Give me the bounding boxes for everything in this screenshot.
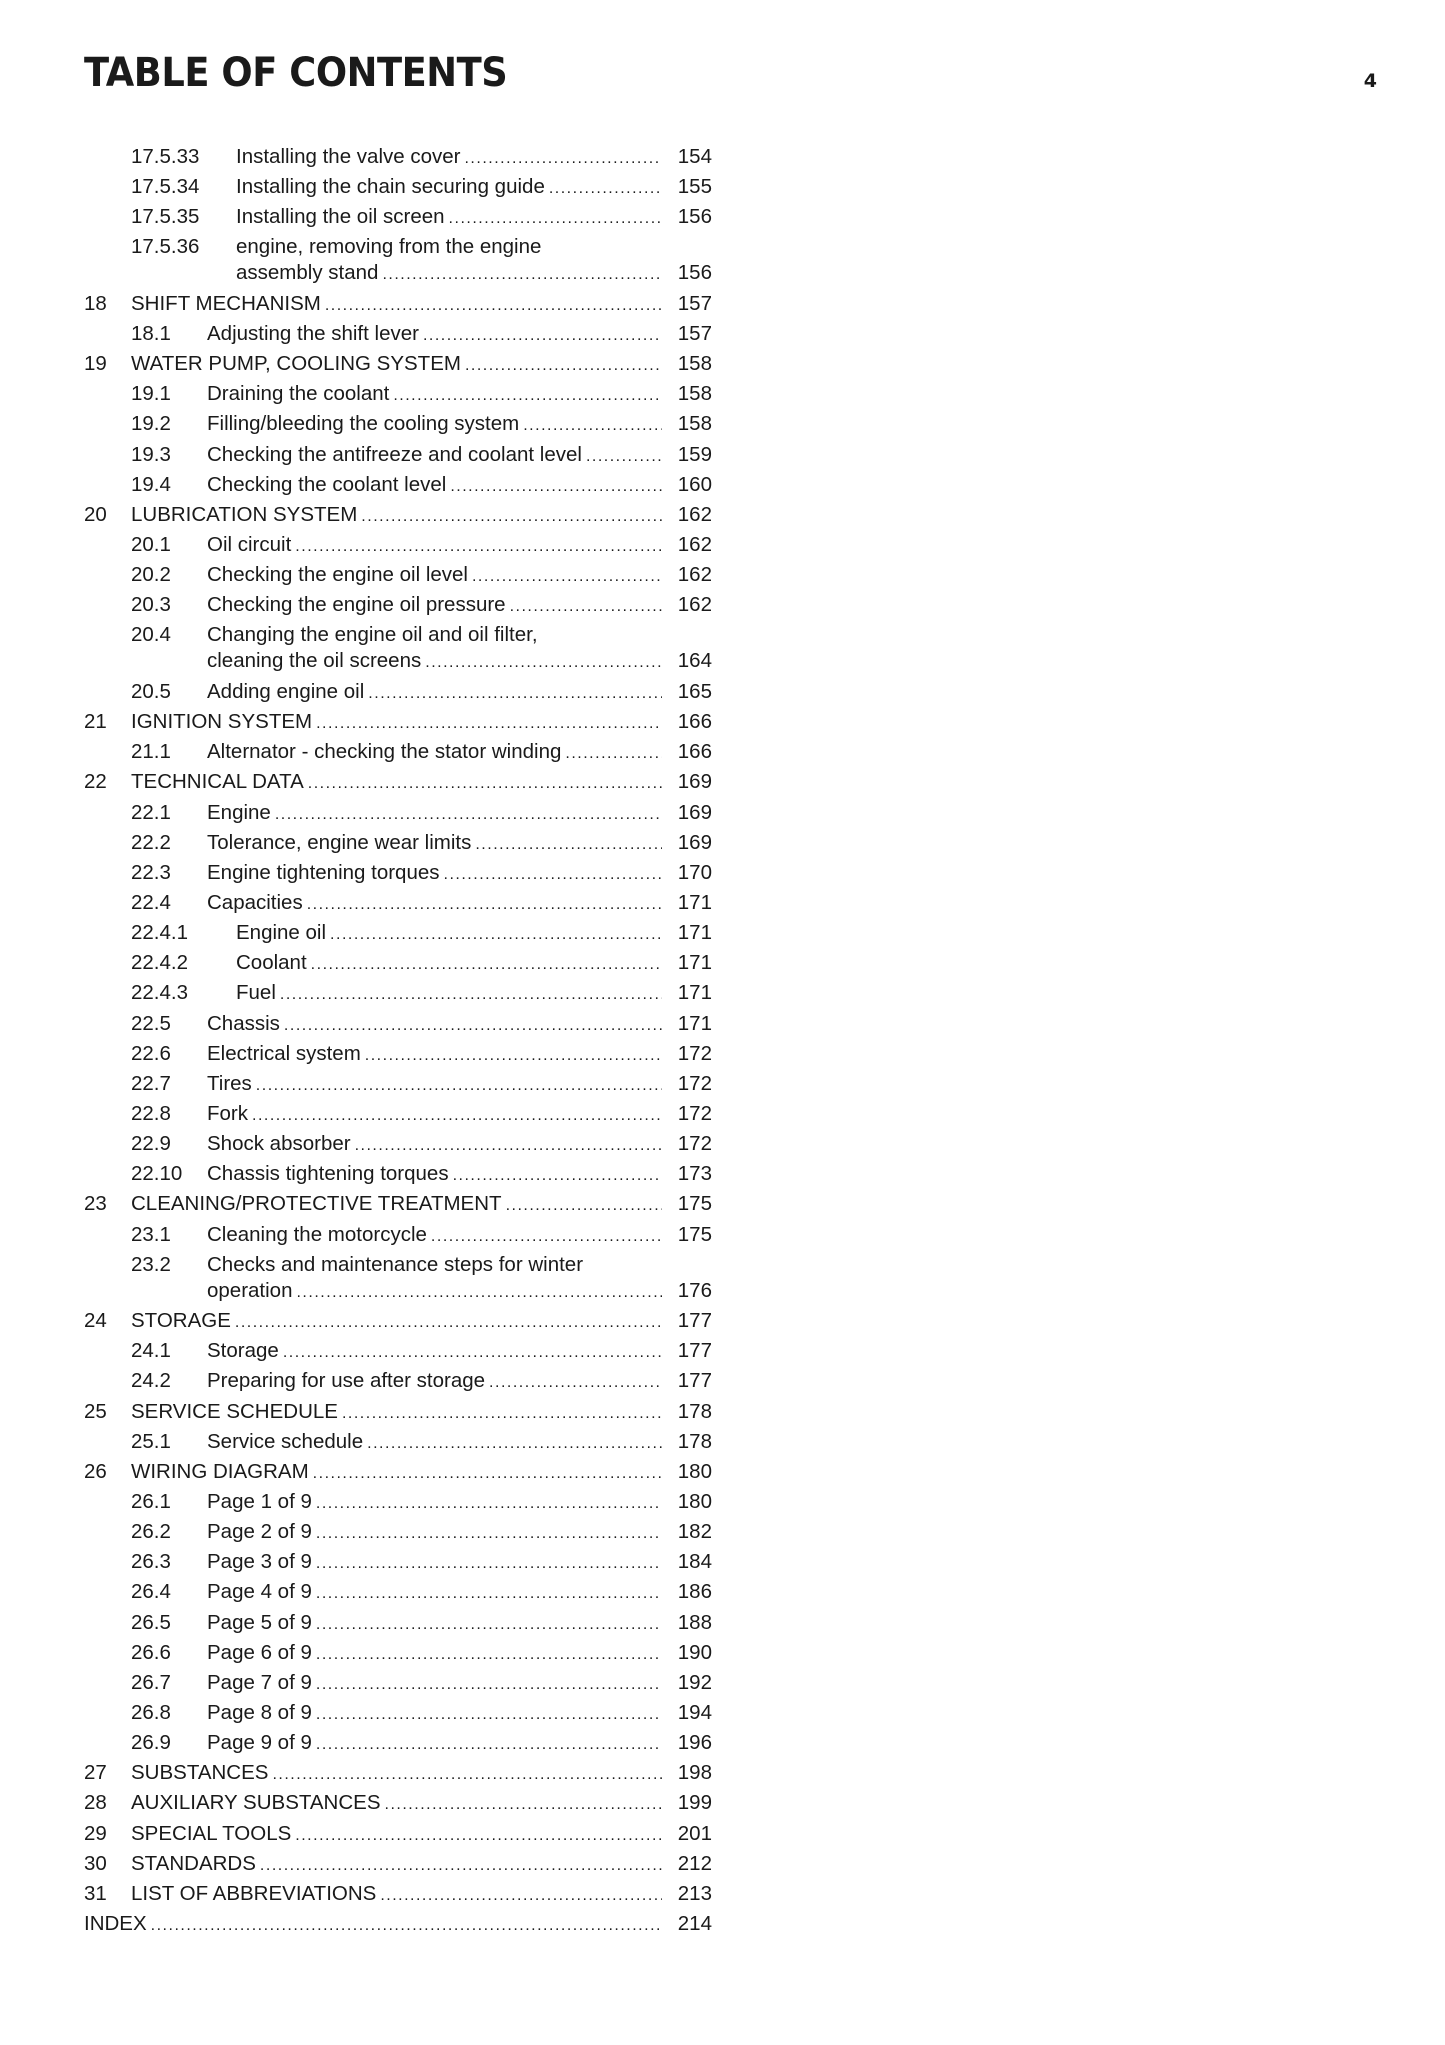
toc-entry[interactable] <box>84 737 712 767</box>
dot-leader <box>475 830 662 860</box>
toc-entry-page: 175 <box>677 1222 712 1246</box>
toc-entry[interactable] <box>84 379 712 409</box>
toc-entry-number: 24 <box>84 1309 107 1333</box>
toc-entry[interactable] <box>84 888 712 918</box>
toc-entry-number: 26.7 <box>131 1670 171 1694</box>
dot-leader <box>325 291 662 321</box>
toc-entry-title: WATER PUMP, COOLING SYSTEM <box>131 352 461 376</box>
toc-entry-page: 171 <box>677 921 712 945</box>
toc-entry[interactable] <box>84 798 712 828</box>
dot-leader <box>472 562 662 592</box>
toc-entry-number: 22.4.3 <box>131 981 188 1005</box>
toc-entry-number: 26.5 <box>131 1610 171 1634</box>
toc-entry-page: 180 <box>677 1489 712 1513</box>
toc-entry[interactable] <box>84 1728 712 1758</box>
dot-leader <box>295 1821 662 1851</box>
dot-leader <box>284 1011 662 1041</box>
toc-entry-page: 198 <box>677 1761 712 1785</box>
toc-entry-number: 22.6 <box>131 1041 171 1065</box>
toc-entry-title: STORAGE <box>131 1309 231 1333</box>
toc-entry[interactable] <box>84 1099 712 1129</box>
toc-entry-title: Tires <box>207 1071 252 1095</box>
dot-leader <box>549 174 662 204</box>
toc-entry-page: 155 <box>677 175 712 199</box>
toc-entry-title: INDEX <box>84 1911 147 1935</box>
dot-leader <box>308 769 662 799</box>
toc-entry-number: 22.4.2 <box>131 951 188 975</box>
toc-entry[interactable] <box>84 677 712 707</box>
dot-leader <box>506 1191 662 1221</box>
toc-entry-number: 27 <box>84 1761 107 1785</box>
toc-entry-page: 157 <box>677 322 712 346</box>
dot-leader <box>431 1222 662 1252</box>
toc-entry-title: Installing the chain securing guide <box>236 175 545 199</box>
toc-entry-page: 172 <box>677 1041 712 1065</box>
dot-leader <box>449 204 662 234</box>
toc-entry-page: 177 <box>677 1339 712 1363</box>
toc-entry-page: 172 <box>677 1132 712 1156</box>
toc-entry-page: 177 <box>677 1369 712 1393</box>
toc-entry-number: 28 <box>84 1791 107 1815</box>
toc-entry-number: 23.2 <box>131 1252 171 1276</box>
dot-leader <box>272 1760 662 1790</box>
toc-entry-page: 158 <box>677 412 712 436</box>
toc-entry-title-continuation: operation <box>207 1278 293 1302</box>
toc-entry-title: Page 7 of 9 <box>207 1670 312 1694</box>
toc-entry-number: 19 <box>84 352 107 376</box>
dot-leader <box>510 592 662 622</box>
toc-entry-page: 190 <box>677 1640 712 1664</box>
toc-entry-number: 17.5.36 <box>131 235 200 259</box>
toc-entry-title: Oil circuit <box>207 533 292 557</box>
toc-entry-title: Checking the coolant level <box>207 472 447 496</box>
toc-entry[interactable] <box>84 440 712 470</box>
dot-leader <box>368 679 662 709</box>
dot-leader <box>423 321 662 351</box>
toc-entry-page: 172 <box>677 1101 712 1125</box>
toc-entry-title: Draining the coolant <box>207 382 390 406</box>
toc-entry-title: LIST OF ABBREVIATIONS <box>131 1881 377 1905</box>
toc-entry-page: 169 <box>677 830 712 854</box>
toc-entry-page: 201 <box>677 1821 712 1845</box>
toc-entry-page: 188 <box>677 1610 712 1634</box>
toc-entry-number: 19.1 <box>131 382 171 406</box>
toc-entry[interactable] <box>84 1427 712 1457</box>
toc-entry-title: Tolerance, engine wear limits <box>207 830 472 854</box>
toc-entry-title: Page 8 of 9 <box>207 1700 312 1724</box>
dot-leader <box>382 262 662 288</box>
dot-leader <box>283 1338 662 1368</box>
toc-entry[interactable] <box>84 1189 712 1219</box>
toc-entry-page: 214 <box>677 1911 712 1935</box>
toc-entry-title: Cleaning the motorcycle <box>207 1222 427 1246</box>
toc-entry[interactable] <box>84 202 712 232</box>
toc-entry[interactable] <box>84 319 712 349</box>
dot-leader <box>355 1131 662 1161</box>
dot-leader <box>311 950 662 980</box>
toc-entry-page: 154 <box>677 145 712 168</box>
toc-entry-title: Adding engine oil <box>207 679 365 703</box>
dot-leader <box>365 1041 662 1071</box>
toc-entry-title: AUXILIARY SUBSTANCES <box>131 1791 381 1815</box>
dot-leader <box>235 1308 662 1338</box>
toc-entry[interactable] <box>84 1758 712 1788</box>
toc-entry-number: 18 <box>84 291 107 315</box>
toc-entry-page: 182 <box>677 1520 712 1544</box>
toc-entry-title: Fork <box>207 1101 248 1125</box>
dot-leader <box>367 1429 662 1459</box>
dot-leader <box>380 1881 662 1911</box>
toc-entry-number: 24.2 <box>131 1369 171 1393</box>
toc-entry-title: Page 4 of 9 <box>207 1580 312 1604</box>
toc-entry-number: 22.7 <box>131 1071 171 1095</box>
toc-entry-page: 157 <box>677 291 712 315</box>
toc-entry-page: 184 <box>677 1550 712 1574</box>
toc-entry[interactable] <box>84 1250 712 1307</box>
toc-entry-title: Alternator - checking the stator winding <box>207 740 562 764</box>
toc-entry-title: SUBSTANCES <box>131 1761 269 1785</box>
dot-leader <box>450 472 662 502</box>
toc-entry-title: Capacities <box>207 890 303 914</box>
toc-entry-page: 166 <box>677 740 712 764</box>
toc-entry-number: 22.4 <box>131 890 171 914</box>
toc-entry-title: TECHNICAL DATA <box>131 770 304 794</box>
toc-entry-title: Changing the engine oil and oil filter, <box>207 623 538 647</box>
toc-entry-page: 162 <box>677 563 712 587</box>
toc-entry-page: 199 <box>677 1791 712 1815</box>
toc-entry-number: 26.1 <box>131 1489 171 1513</box>
toc-entry-page: 186 <box>677 1580 712 1604</box>
dot-leader <box>361 502 662 532</box>
toc-entry[interactable] <box>84 918 712 948</box>
toc-entry-title-continuation: cleaning the oil screens <box>207 649 422 673</box>
toc-entry[interactable] <box>84 172 712 202</box>
toc-entry[interactable] <box>84 232 712 289</box>
toc-entry-number: 22.9 <box>131 1132 171 1156</box>
toc-entry[interactable] <box>84 978 712 1008</box>
toc-entry-title: Adjusting the shift lever <box>207 322 419 346</box>
toc-entry-title: Page 1 of 9 <box>207 1489 312 1513</box>
toc-entry-number: 17.5.34 <box>131 175 200 199</box>
toc-entry-number: 20.3 <box>131 593 171 617</box>
toc-entry-number: 22.1 <box>131 800 171 824</box>
toc-entry-title: Page 5 of 9 <box>207 1610 312 1634</box>
toc-entry-number: 26.3 <box>131 1550 171 1574</box>
toc-entry-page: 180 <box>677 1459 712 1483</box>
dot-leader <box>316 1640 662 1670</box>
toc-entry[interactable] <box>84 500 712 530</box>
dot-leader <box>316 1579 662 1609</box>
dot-leader <box>464 144 662 174</box>
toc-entry-title: engine, removing from the engine <box>236 235 542 259</box>
dot-leader <box>393 381 662 411</box>
toc-entry[interactable] <box>84 1306 712 1336</box>
toc-entry-title: Page 6 of 9 <box>207 1640 312 1664</box>
page-header <box>84 50 1377 100</box>
toc-entry[interactable] <box>84 1129 712 1159</box>
dot-leader <box>295 532 662 562</box>
dot-leader <box>316 1700 662 1730</box>
toc-entry[interactable] <box>84 1879 712 1909</box>
toc-entry-number: 22.10 <box>131 1162 183 1186</box>
toc-entry-title: Shock absorber <box>207 1132 351 1156</box>
toc-entry-page: 162 <box>677 593 712 617</box>
dot-leader <box>385 1790 662 1820</box>
toc-entry-number: 23.1 <box>131 1222 171 1246</box>
toc-entry[interactable] <box>84 1819 712 1849</box>
toc-entry-title: Checking the antifreeze and coolant level <box>207 442 582 466</box>
toc-entry[interactable] <box>84 948 712 978</box>
toc-entry-number: 20.1 <box>131 533 171 557</box>
toc-entry-page: 173 <box>677 1162 712 1186</box>
dot-leader <box>586 442 662 472</box>
toc-entry[interactable] <box>84 1159 712 1189</box>
dot-leader <box>316 709 662 739</box>
dot-leader <box>523 411 662 441</box>
toc-entry-title: Checks and maintenance steps for winter <box>207 1252 584 1276</box>
toc-entry-number: 20 <box>84 502 107 526</box>
toc-entry-page: 156 <box>677 205 712 229</box>
toc-entry-title: Checking the engine oil level <box>207 563 468 587</box>
toc-entry-page: 156 <box>677 261 712 285</box>
toc-entry[interactable] <box>84 1547 712 1577</box>
toc-entry[interactable] <box>84 1487 712 1517</box>
toc-entry-title: Electrical system <box>207 1041 361 1065</box>
dot-leader <box>465 351 662 381</box>
toc-entry[interactable] <box>84 1009 712 1039</box>
toc-entry[interactable] <box>84 560 712 590</box>
toc-entry[interactable] <box>84 1220 712 1250</box>
toc-entry[interactable] <box>84 1366 712 1396</box>
page-title: TABLE OF CONTENTS <box>84 50 508 96</box>
toc-entry-number: 26.2 <box>131 1520 171 1544</box>
dot-leader <box>313 1459 662 1489</box>
toc-entry-page: 175 <box>677 1192 712 1216</box>
dot-leader <box>489 1368 662 1398</box>
toc-entry[interactable] <box>84 828 712 858</box>
toc-entry[interactable] <box>84 349 712 379</box>
toc-entry[interactable] <box>84 707 712 737</box>
toc-entry-number: 24.1 <box>131 1339 171 1363</box>
table-of-contents <box>84 142 712 1939</box>
toc-entry-title: Engine <box>207 800 271 824</box>
dot-leader <box>256 1071 662 1101</box>
dot-leader <box>316 1489 662 1519</box>
dot-leader <box>444 860 662 890</box>
toc-entry-page: 160 <box>677 472 712 496</box>
toc-entry-number: 21 <box>84 710 107 734</box>
toc-entry-page: 213 <box>677 1881 712 1905</box>
toc-entry[interactable] <box>84 1608 712 1638</box>
toc-entry-title: IGNITION SYSTEM <box>131 710 313 734</box>
toc-entry-title: Chassis <box>207 1011 280 1035</box>
toc-entry[interactable] <box>84 767 712 797</box>
toc-entry-page: 178 <box>677 1399 712 1423</box>
toc-entry-number: 17.5.35 <box>131 205 200 229</box>
toc-entry-title: SHIFT MECHANISM <box>131 291 321 315</box>
toc-entry-number: 18.1 <box>131 322 171 346</box>
toc-entry-title: WIRING DIAGRAM <box>131 1459 309 1483</box>
toc-entry[interactable] <box>84 1788 712 1818</box>
toc-entry-title: Service schedule <box>207 1429 364 1453</box>
dot-leader <box>316 1730 662 1760</box>
dot-leader <box>307 890 662 920</box>
toc-entry[interactable] <box>84 1517 712 1547</box>
toc-entry-title: Filling/bleeding the cooling system <box>207 412 520 436</box>
toc-entry-number: 19.2 <box>131 412 171 436</box>
toc-entry[interactable] <box>84 409 712 439</box>
toc-entry-number: 25 <box>84 1399 107 1423</box>
dot-leader <box>151 1911 662 1941</box>
toc-entry-page: 165 <box>677 679 712 703</box>
toc-entry-number: 26.4 <box>131 1580 171 1604</box>
toc-entry[interactable] <box>84 1336 712 1366</box>
dot-leader <box>453 1161 662 1191</box>
dot-leader <box>296 1280 662 1306</box>
toc-entry-number: 29 <box>84 1821 107 1845</box>
toc-entry-title: CLEANING/PROTECTIVE TREATMENT <box>131 1192 502 1216</box>
toc-entry-title: SPECIAL TOOLS <box>131 1821 292 1845</box>
toc-entry-page: 177 <box>677 1309 712 1333</box>
toc-entry-number: 19.4 <box>131 472 171 496</box>
toc-entry[interactable] <box>84 1039 712 1069</box>
toc-entry-page: 162 <box>677 533 712 557</box>
toc-entry-title: Page 2 of 9 <box>207 1520 312 1544</box>
toc-entry[interactable] <box>84 142 712 172</box>
toc-entry-title-continuation: assembly stand <box>236 261 379 285</box>
toc-entry-title: Chassis tightening torques <box>207 1162 449 1186</box>
toc-entry-title: Preparing for use after storage <box>207 1369 486 1393</box>
toc-entry-number: 25.1 <box>131 1429 171 1453</box>
toc-entry-title: Checking the engine oil pressure <box>207 593 506 617</box>
toc-entry-number: 22.2 <box>131 830 171 854</box>
toc-entry-page: 171 <box>677 951 712 975</box>
toc-entry-title: LUBRICATION SYSTEM <box>131 502 358 526</box>
dot-leader <box>330 920 662 950</box>
toc-entry-page: 158 <box>677 382 712 406</box>
toc-entry-number: 19.3 <box>131 442 171 466</box>
toc-entry-title: Installing the oil screen <box>236 205 445 229</box>
toc-entry-number: 22.5 <box>131 1011 171 1035</box>
toc-entry-page: 158 <box>677 352 712 376</box>
dot-leader <box>316 1549 662 1579</box>
toc-entry-page: 194 <box>677 1700 712 1724</box>
toc-entry[interactable] <box>84 620 712 677</box>
toc-entry-number: 17.5.33 <box>131 145 200 168</box>
toc-entry-number: 23 <box>84 1192 107 1216</box>
toc-entry-title: Page 9 of 9 <box>207 1731 312 1755</box>
toc-entry-page: 176 <box>677 1278 712 1302</box>
toc-entry-title: Fuel <box>236 981 276 1005</box>
toc-entry-page: 169 <box>677 800 712 824</box>
toc-entry-page: 171 <box>677 890 712 914</box>
toc-entry-number: 30 <box>84 1851 107 1875</box>
toc-entry-page: 159 <box>677 442 712 466</box>
toc-entry[interactable] <box>84 1457 712 1487</box>
toc-entry-title: Installing the valve cover <box>236 145 461 168</box>
toc-entry[interactable] <box>84 1397 712 1427</box>
toc-entry[interactable] <box>84 470 712 500</box>
toc-entry-page: 164 <box>677 649 712 673</box>
toc-entry[interactable] <box>84 289 712 319</box>
toc-entry-page: 192 <box>677 1670 712 1694</box>
toc-entry[interactable] <box>84 530 712 560</box>
dot-leader <box>342 1399 662 1429</box>
toc-entry[interactable] <box>84 1577 712 1607</box>
dot-leader <box>275 800 662 830</box>
dot-leader <box>252 1101 662 1131</box>
toc-entry-page: 171 <box>677 1011 712 1035</box>
toc-entry-title: Engine tightening torques <box>207 860 440 884</box>
dot-leader <box>425 650 662 676</box>
toc-entry-number: 22.8 <box>131 1101 171 1125</box>
toc-entry-page: 170 <box>677 860 712 884</box>
toc-entry-number: 22 <box>84 770 107 794</box>
toc-entry-number: 31 <box>84 1881 107 1905</box>
toc-entry-page: 212 <box>677 1851 712 1875</box>
toc-entry-page: 171 <box>677 981 712 1005</box>
toc-entry-number: 20.5 <box>131 679 171 703</box>
toc-entry[interactable] <box>84 590 712 620</box>
page-number: 4 <box>1363 70 1377 92</box>
toc-entry-number: 20.2 <box>131 563 171 587</box>
toc-entry-title: Engine oil <box>236 921 327 945</box>
toc-entry-title: STANDARDS <box>131 1851 256 1875</box>
toc-entry-number: 21.1 <box>131 740 171 764</box>
toc-entry[interactable] <box>84 858 712 888</box>
dot-leader <box>565 739 662 769</box>
toc-entry-page: 166 <box>677 710 712 734</box>
toc-entry-number: 22.3 <box>131 860 171 884</box>
toc-entry-page: 172 <box>677 1071 712 1095</box>
toc-entry-page: 169 <box>677 770 712 794</box>
dot-leader <box>260 1851 662 1881</box>
toc-entry-page: 178 <box>677 1429 712 1453</box>
toc-entry-page: 162 <box>677 502 712 526</box>
toc-entry-title: Storage <box>207 1339 279 1363</box>
toc-entry-title: Page 3 of 9 <box>207 1550 312 1574</box>
toc-entry[interactable] <box>84 1849 712 1879</box>
toc-entry-title: SERVICE SCHEDULE <box>131 1399 338 1423</box>
dot-leader <box>316 1670 662 1700</box>
toc-entry-number: 26.6 <box>131 1640 171 1664</box>
toc-entry[interactable] <box>84 1698 712 1728</box>
toc-entry[interactable] <box>84 1909 712 1939</box>
toc-entry-number: 22.4.1 <box>131 921 188 945</box>
toc-entry-number: 20.4 <box>131 623 171 647</box>
toc-entry-number: 26.9 <box>131 1731 171 1755</box>
toc-entry-page: 196 <box>677 1731 712 1755</box>
dot-leader <box>316 1519 662 1549</box>
toc-entry[interactable] <box>84 1668 712 1698</box>
toc-entry[interactable] <box>84 1638 712 1668</box>
toc-entry-number: 26.8 <box>131 1700 171 1724</box>
toc-entry[interactable] <box>84 1069 712 1099</box>
dot-leader <box>280 980 662 1010</box>
toc-entry-number: 26 <box>84 1459 107 1483</box>
toc-entry-title: Coolant <box>236 951 307 975</box>
dot-leader <box>316 1610 662 1640</box>
